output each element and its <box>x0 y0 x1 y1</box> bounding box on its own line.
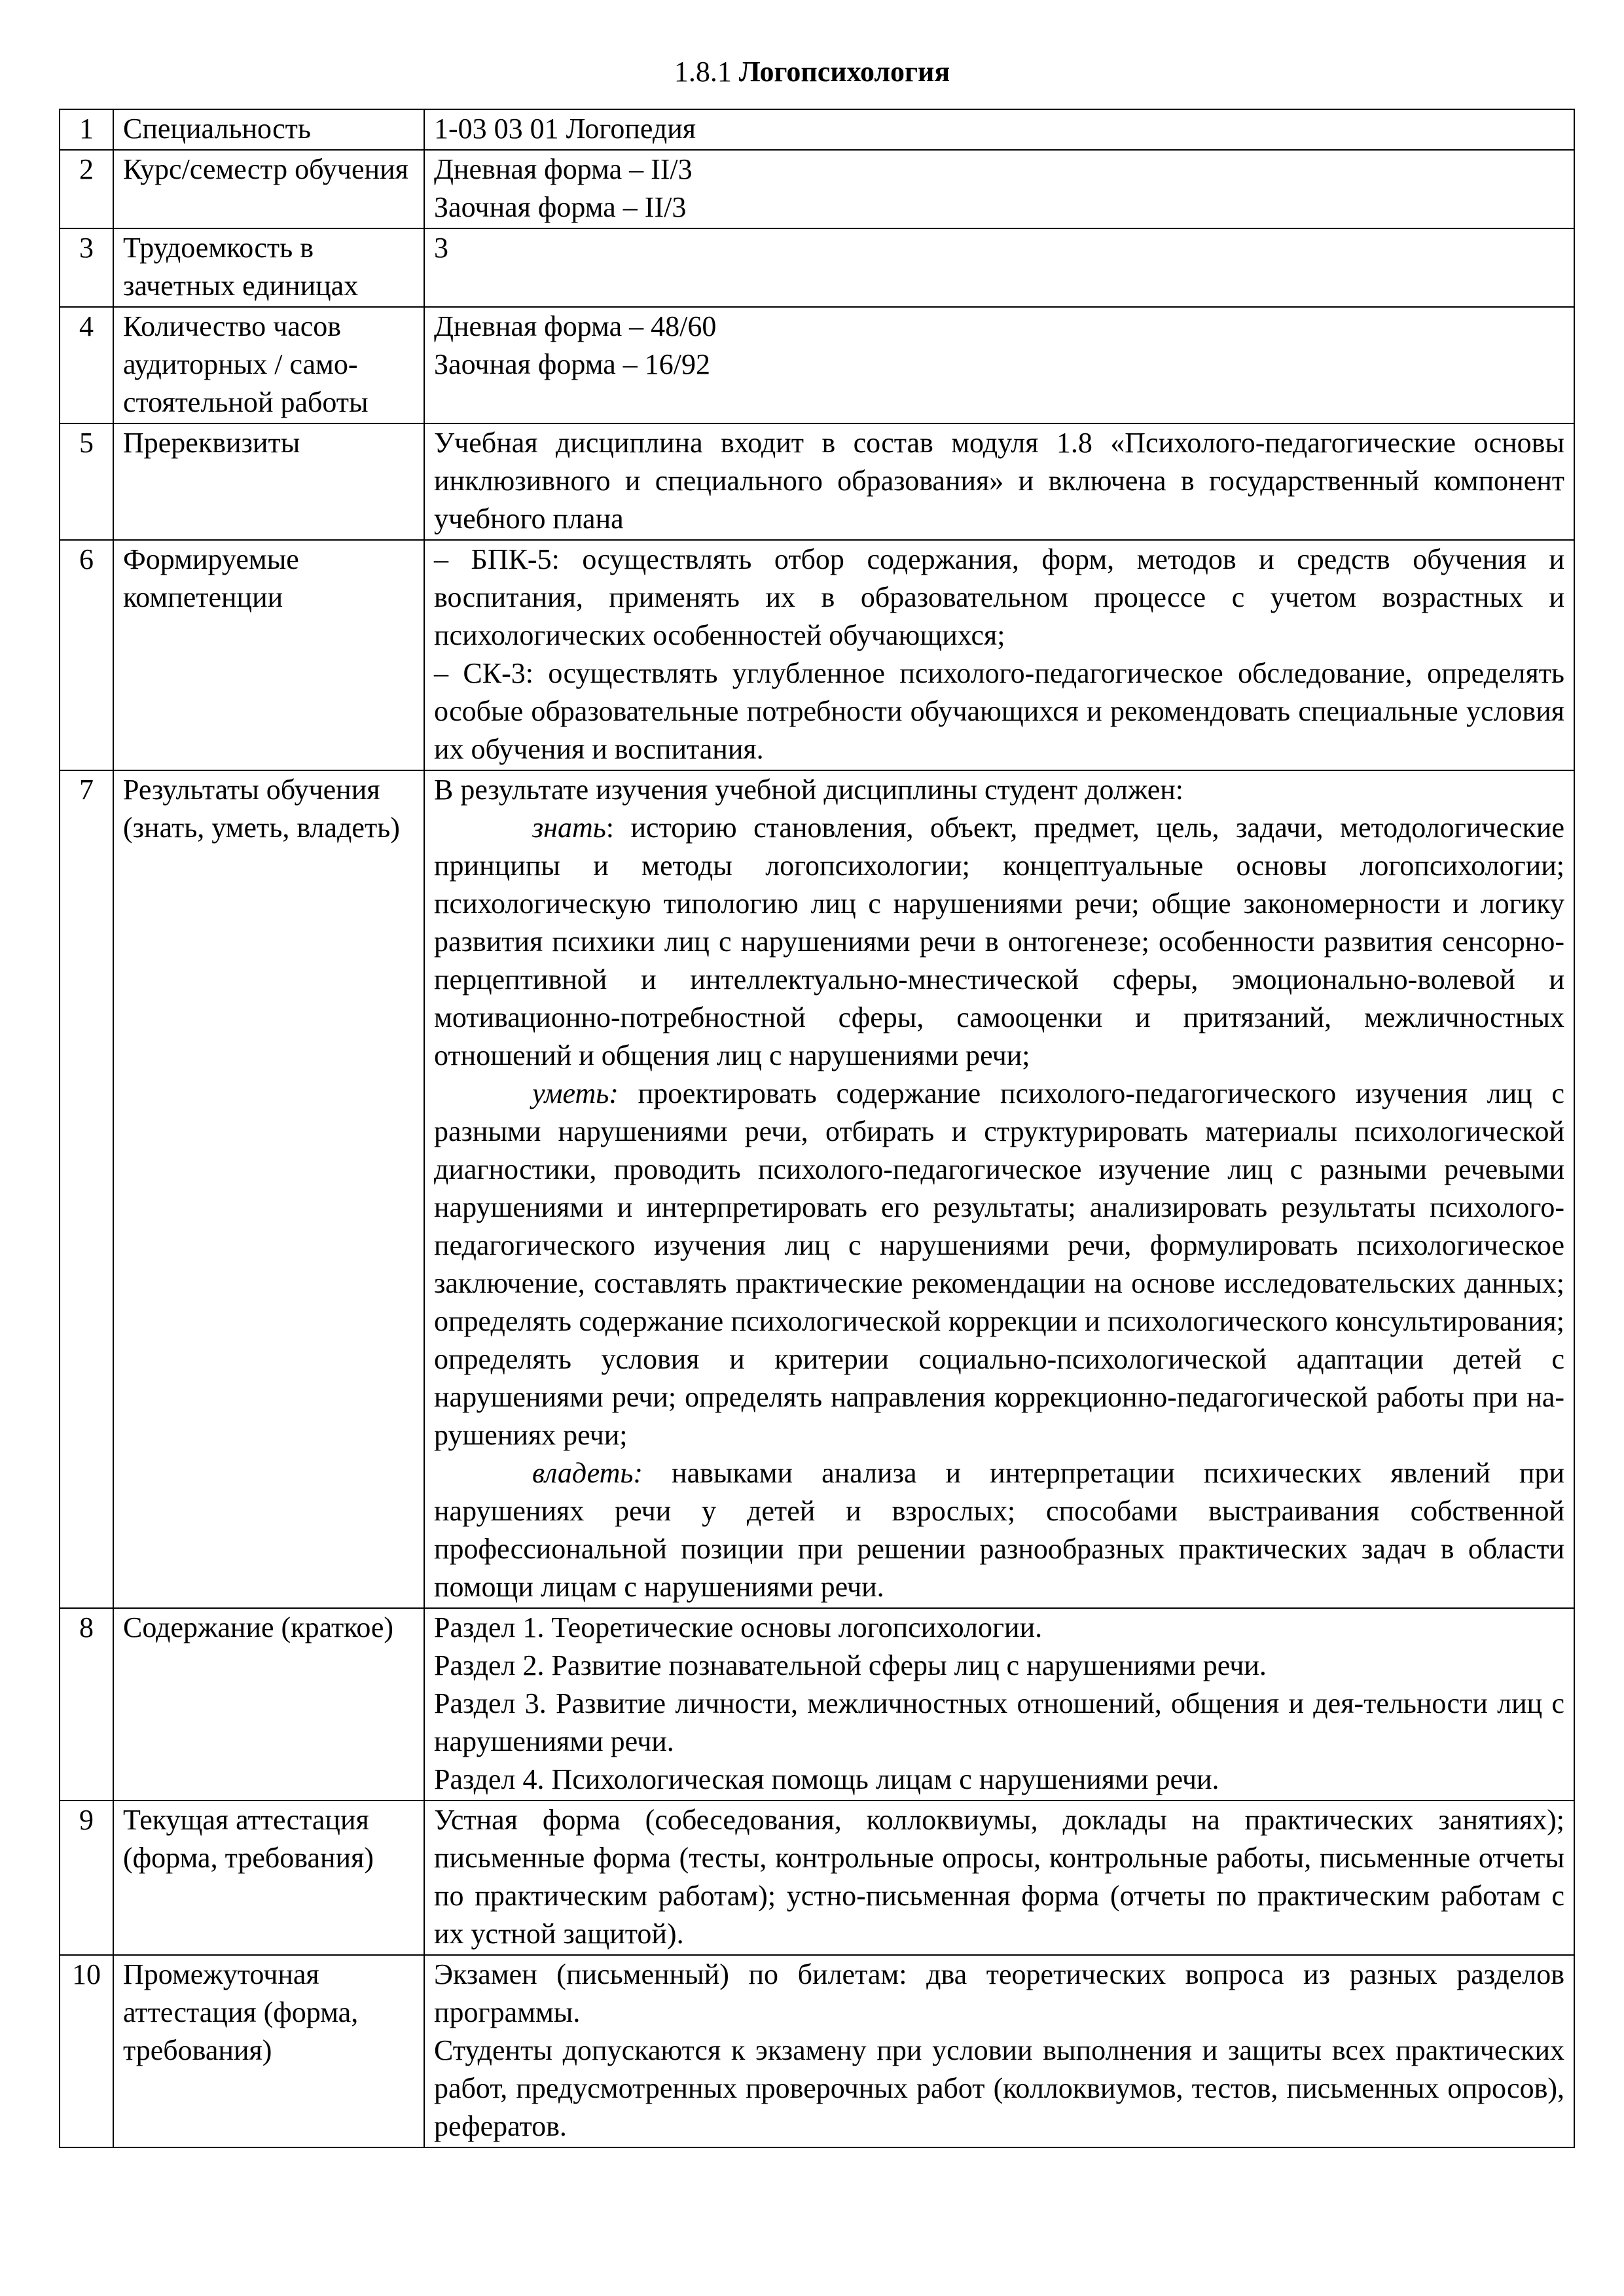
discipline-name: Логопсихология <box>738 56 950 88</box>
can-label: уметь: <box>532 1077 619 1109</box>
row-value <box>424 540 1574 770</box>
course-description-table <box>59 109 1575 2148</box>
row-label: Курс/семестр обучения <box>113 150 424 228</box>
content-section: Раздел 4. Психологическая помощь лицам с нарушениями речи. <box>434 1763 1219 1795</box>
table-row <box>60 770 1574 1608</box>
table-row <box>60 540 1574 770</box>
value-line: Дневная форма – II/3 <box>434 153 693 185</box>
competence-bpk5: – БПК-5: осуществлять отбор содержания, форм, методов и средств обучения и воспитания, применять их в образовательном процессе с учетом возрастных и психологических особенностей обучающихся; <box>434 543 1564 651</box>
results-own <box>434 1454 1564 1606</box>
own-label: владеть: <box>532 1457 643 1489</box>
row-label: Промежуточная аттестация (форма, требования) <box>113 1955 424 2147</box>
value-paragraph: Учебная дисциплина входит в состав модуля 1.8 «Психолого-педагогические основы инклюзивного и специального образования» и включена в государственный компонент учебного плана <box>434 427 1564 535</box>
row-number: 2 <box>60 150 113 228</box>
value-paragraph: Устная форма (собеседования, коллоквиумы, доклады на практических занятиях); письменные форма (тесты, контрольные опросы, контрольные работы, письменные отчеты по практическим работам); устно-письменная форма (отчеты по практическим работам с их устной защитой). <box>434 1804 1564 1950</box>
table-row <box>60 150 1574 228</box>
row-label: Содержание (краткое) <box>113 1608 424 1801</box>
document-title <box>0 52 1624 92</box>
content-section: Раздел 2. Развитие познавательной сферы лиц с нарушениями речи. <box>434 1649 1267 1681</box>
content-section: Раздел 3. Развитие личности, межличностных отношений, общения и дея-тельности лиц с нарушениями речи. <box>434 1687 1564 1757</box>
row-number: 9 <box>60 1801 113 1955</box>
row-label: Результаты обучения (знать, уметь, владеть) <box>113 770 424 1608</box>
row-number: 8 <box>60 1608 113 1801</box>
value-line: Заочная форма – II/3 <box>434 191 687 223</box>
know-text: : историю становления, объект, предмет, цель, задачи, методологические принципы и методы логопсихологии; концептуальные основы логопсихологии; психологическую типологию лиц с нарушениями речи; общие закономерности и логику развития психики лиц с нарушениями речи в онтогенезе; особенности развития сенсорно-перцептивной и интеллектуально-мнестической сферы, эмоционально-волевой и мотивационно-потребностной сферы, самооценки и притязаний, межличностных отношений и общения лиц с нарушениями речи; <box>434 812 1564 1071</box>
competence-sk3: – СК-3: осуществлять углубленное психолого-педагогическое обследование, определять особые образовательные потребности обучающихся и рекомендовать специальные условия их обучения и воспитания. <box>434 657 1564 765</box>
value-paragraph: Экзамен (письменный) по билетам: два теоретических вопроса из разных разделов программы. <box>434 1958 1564 2028</box>
row-number: 1 <box>60 109 113 150</box>
table-row <box>60 307 1574 423</box>
row-value <box>424 1801 1574 1955</box>
row-number: 10 <box>60 1955 113 2147</box>
row-number: 3 <box>60 228 113 307</box>
value-line: 1-03 03 01 Логопедия <box>434 113 696 145</box>
know-label: знать <box>532 812 606 844</box>
row-value <box>424 228 1574 307</box>
value-paragraph: Студенты допускаются к экзамену при условии выполнения и защиты всех практических работ, предусмотренных проверочных работ (коллоквиумов, тестов, письменных опросов), рефератов. <box>434 2034 1564 2142</box>
own-text: навыками анализа и интерпретации психических явлений при нарушениях речи у детей и взрослых; способами выстраивания собственной профессиональной позиции при решении разнообразных практических задач в области помощи лицам с нарушениями речи. <box>434 1457 1564 1603</box>
section-number: 1.8.1 <box>674 56 732 88</box>
row-value <box>424 150 1574 228</box>
row-value <box>424 1608 1574 1801</box>
row-value <box>424 770 1574 1608</box>
row-value <box>424 1955 1574 2147</box>
table-row <box>60 109 1574 150</box>
table-row <box>60 228 1574 307</box>
table-row <box>60 1608 1574 1801</box>
row-label: Текущая аттестация (форма, требования) <box>113 1801 424 1955</box>
row-label: Пререквизиты <box>113 423 424 540</box>
table-row <box>60 423 1574 540</box>
results-can <box>434 1075 1564 1454</box>
table-row <box>60 1955 1574 2147</box>
value-line: Заочная форма – 16/92 <box>434 348 711 380</box>
row-label: Количество часов аудиторных / само-стоятельной работы <box>113 307 424 423</box>
row-value <box>424 423 1574 540</box>
row-value <box>424 109 1574 150</box>
row-number: 6 <box>60 540 113 770</box>
value-line: 3 <box>434 232 448 264</box>
results-know <box>434 809 1564 1075</box>
row-value <box>424 307 1574 423</box>
table-row <box>60 1801 1574 1955</box>
row-label: Формируемые компетенции <box>113 540 424 770</box>
row-number: 4 <box>60 307 113 423</box>
value-line: Дневная форма – 48/60 <box>434 310 717 342</box>
can-text: проектировать содержание психолого-педагогического изучения лиц с разными нарушениями речи, отбирать и структурировать материалы психологической диагностики, проводить психолого-педагогическое изучение лиц с разными речевыми нарушениями и интерпретировать его результаты; анализировать результаты психолого-педагогического изучения лиц с нарушениями речи, формулировать психологическое заключение, составлять практические рекомендации на основе исследовательских данных; определять содержание психологической коррекции и психологического консультирования; определять условия и критерии социально-психологической адаптации детей с нарушениями речи; определять направления коррекционно-педагогической работы при на-рушениях речи; <box>434 1077 1564 1451</box>
row-number: 7 <box>60 770 113 1608</box>
content-section: Раздел 1. Теоретические основы логопсихологии. <box>434 1611 1043 1643</box>
row-label: Трудоемкость в зачетных единицах <box>113 228 424 307</box>
row-label: Специальность <box>113 109 424 150</box>
row-number: 5 <box>60 423 113 540</box>
results-intro: В результате изучения учебной дисциплины студент должен: <box>434 774 1184 806</box>
